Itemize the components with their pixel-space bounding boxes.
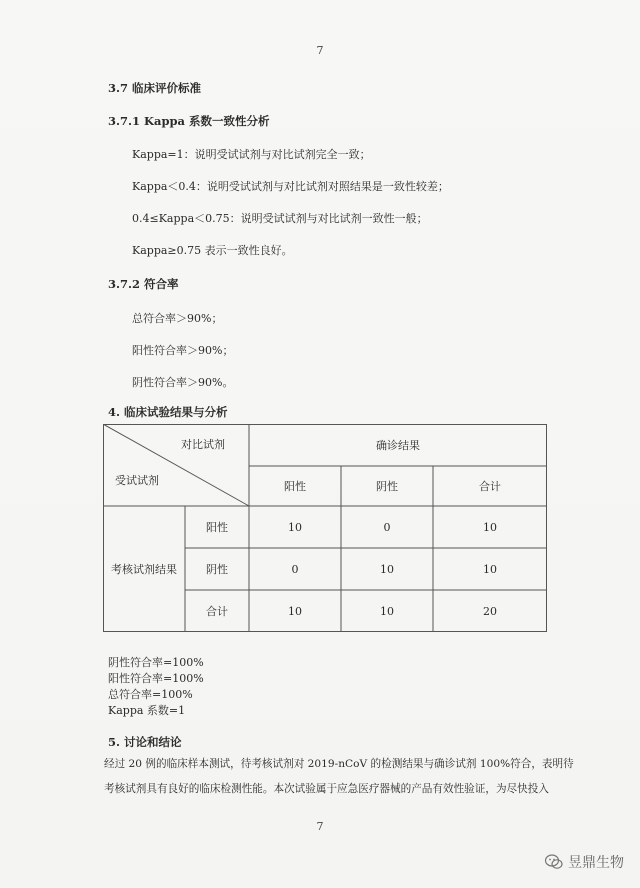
- rate-line: 总符合率＞90%；: [132, 312, 223, 325]
- page-number-top: 7: [316, 44, 324, 57]
- kappa-line: Kappa＜0.4：说明受试试剂与对比试剂对照结果是一致性较差；: [132, 180, 449, 193]
- table-cell: 10: [483, 520, 497, 534]
- section-5-heading: 5. 讨论和结论: [108, 735, 182, 749]
- diag-header-bottom: 受试试剂: [115, 474, 159, 487]
- result-line: 总符合率=100%: [108, 688, 193, 701]
- page-number-bottom: 7: [316, 820, 324, 833]
- table-cell: 10: [483, 562, 497, 576]
- paragraph-line: 考核试剂具有良好的临床检测性能。本次试验属于应急医疗器械的产品有效性验证，为尽快投入: [104, 783, 549, 795]
- table-cell: 10: [288, 520, 302, 534]
- result-line: 阳性符合率=100%: [108, 672, 204, 685]
- table-cell: 10: [380, 604, 394, 618]
- watermark-text: 昱鼎生物: [568, 855, 624, 871]
- section-3-7-1-heading: 3.7.1 Kappa 系数一致性分析: [108, 114, 270, 128]
- kappa-line: 0.4≤Kappa＜0.75：说明受试试剂与对比试剂一致性一般；: [132, 212, 428, 225]
- table-cell: 20: [483, 604, 497, 618]
- table-cell: 0: [291, 562, 299, 576]
- result-line: 阴性符合率=100%: [108, 656, 204, 669]
- table-cell: 10: [288, 604, 302, 618]
- paragraph-line: 经过 20 例的临床样本测试，待考核试剂对 2019-nCoV 的检测结果与确诊试剂 100%符合，表明待: [104, 758, 574, 770]
- row-group-label: 考核试剂结果: [111, 563, 177, 576]
- table-cell: 0: [383, 520, 391, 534]
- wechat-icon: [544, 853, 564, 871]
- rate-line: 阴性符合率＞90%。: [132, 376, 234, 389]
- group-header: 确诊结果: [376, 439, 420, 452]
- diag-header-top: 对比试剂: [181, 438, 225, 451]
- col-header: 阳性: [284, 480, 306, 493]
- col-header: 阴性: [376, 480, 398, 493]
- row-label: 阳性: [206, 521, 228, 534]
- section-4-heading: 4. 临床试验结果与分析: [108, 405, 228, 419]
- table-cell: 10: [380, 562, 394, 576]
- kappa-line: Kappa≥0.75 表示一致性良好。: [132, 244, 293, 257]
- row-label: 合计: [206, 605, 228, 618]
- kappa-line: Kappa=1：说明受试试剂与对比试剂完全一致；: [132, 148, 371, 161]
- wechat-watermark: [544, 852, 624, 872]
- row-label: 阴性: [206, 563, 228, 576]
- col-header: 合计: [479, 480, 501, 493]
- result-line: Kappa 系数=1: [108, 704, 186, 717]
- rate-line: 阳性符合率＞90%；: [132, 344, 234, 357]
- section-3-7-heading: 3.7 临床评价标准: [108, 81, 202, 95]
- results-table: [103, 424, 547, 632]
- section-3-7-2-heading: 3.7.2 符合率: [108, 277, 179, 291]
